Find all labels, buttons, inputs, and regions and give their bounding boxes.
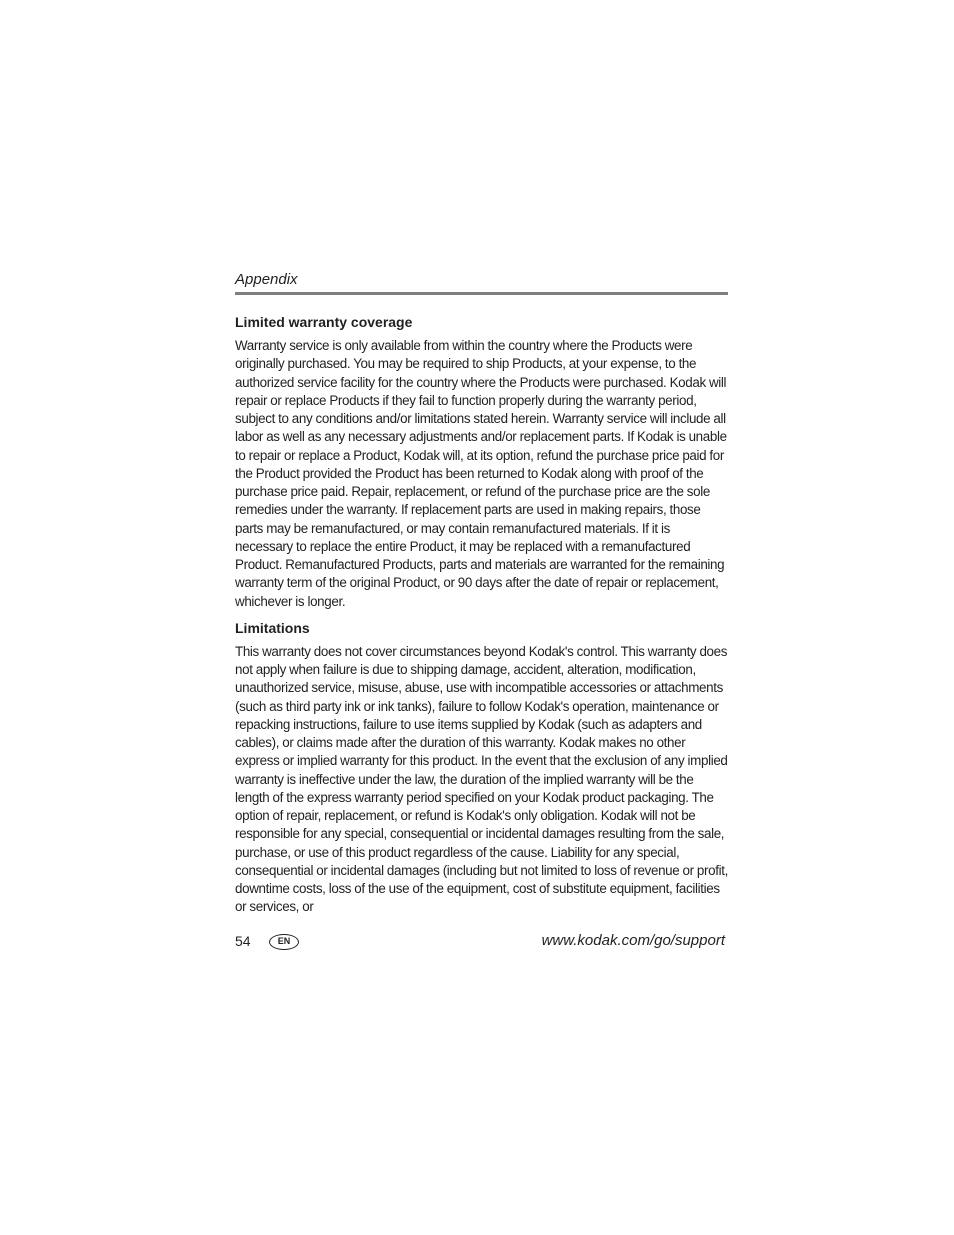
heading-limitations: Limitations <box>235 619 310 636</box>
support-url: www.kodak.com/go/support <box>541 932 725 949</box>
language-badge: EN <box>269 934 299 950</box>
page-number: 54 <box>235 933 251 949</box>
page-content <box>235 270 728 917</box>
heading-limited-warranty-coverage: Limited warranty coverage <box>235 314 413 330</box>
paragraph-limitations: This warranty does not cover circumstances beyond Kodak's control. This warranty does not apply when failure is due to shipping damage, accident, alteration, modification, unauthorized service, misuse, abuse, use with incompatible accessories or attachments (such as third party ink or ink tanks), failure to follow Kodak's operation, maintenance or repacking instructions, failure to use items supplied by Kodak (such as adapters and cables), or claims made after the duration of this warranty. Kodak makes no other express or implied warranty for this product. In the event that the exclusion of any implied warranty is ineffective under the law, the duration of the implied warranty will be the length of the express warranty period specified on your Kodak product packaging. The option of repair, replacement, or refund is Kodak's only obligation. Kodak will not be responsible for any special, consequential or incidental damages resulting from the sale, purchase, or use of this product regardless of the cause. Liability for any special, consequential or incidental damages (including but not limited to loss of revenue or profit, downtime costs, loss of the use of the equipment, cost of substitute equipment, facilities or services, or <box>235 643 728 915</box>
header-divider <box>235 292 728 295</box>
page-footer <box>235 931 725 953</box>
section-header: Appendix <box>235 271 298 288</box>
paragraph-limited-warranty-coverage: Warranty service is only available from within the country where the Products were originally purchased. You may be required to ship Products, at your expense, to the authorized service facility for the country where the Products were purchased. Kodak will repair or replace Products if they fail to function properly during the warranty period, subject to any conditions and/or limitations stated herein. Warranty service will include all labor as well as any necessary adjustments and/or replacement parts. If Kodak is unable to repair or replace a Product, Kodak will, at its option, refund the purchase price paid for the Product provided the Product has been returned to Kodak along with proof of the purchase price paid. Repair, replacement, or refund of the purchase price are the sole remedies under the warranty. If replacement parts are used in making repairs, those parts may be remanufactured, or may contain remanufactured materials. If it is necessary to replace the entire Product, it may be replaced with a remanufactured Product. Remanufactured Products, parts and materials are warranted for the remaining warranty term of the original Product, or 90 days after the date of repair or replacement, whichever is longer. <box>235 338 727 609</box>
